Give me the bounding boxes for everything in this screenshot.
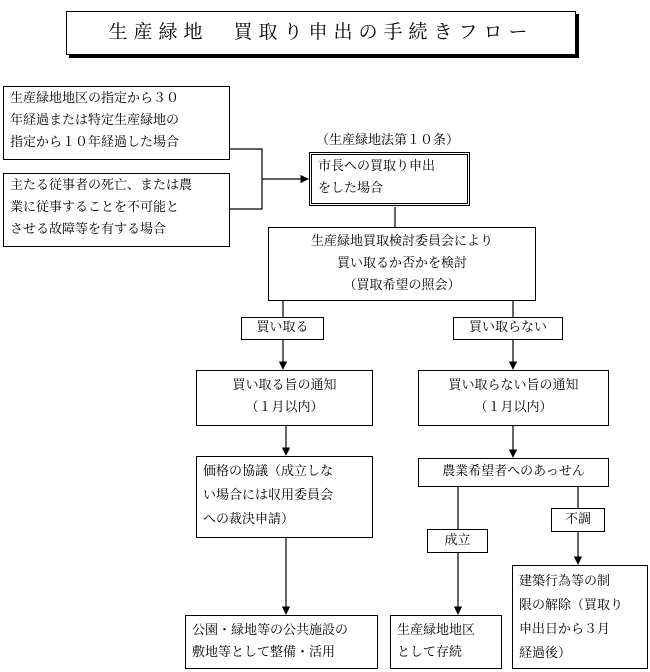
flow-title: 生産緑地 買取り申出の手続きフロー — [66, 11, 576, 55]
release-line-3: 申出日から３月 — [519, 622, 611, 637]
committee-line-2: 買い取るか否かを検討 — [336, 256, 467, 271]
condition-a-line-3: 指定から１０年経過した場合 — [10, 135, 180, 150]
release-line-2: 限の解除（買取り — [519, 598, 624, 613]
request-box — [309, 152, 470, 206]
line-condition-b — [230, 179, 262, 209]
line-condition-a — [230, 149, 262, 179]
release-box — [512, 565, 648, 669]
remain-line-2: として存続 — [397, 645, 463, 660]
condition-b-line-3: させる故障等を有する場合 — [10, 222, 167, 237]
price-line-2: い場合には収用委員会 — [203, 488, 334, 503]
committee-box — [268, 227, 536, 301]
condition-b-line-1: 主たる従事者の死亡、または農 — [10, 178, 193, 193]
condition-a-line-1: 生産緑地地区の指定から３０ — [10, 91, 180, 106]
price-box — [196, 456, 373, 538]
condition-b-line-2: 業に従事することを不可能と — [10, 200, 180, 215]
branch-success-label: 成立 — [427, 529, 488, 553]
public-facility-line-2: 敷地等として整備・活用 — [192, 645, 336, 660]
branch-buy-label: 買い取る — [241, 317, 324, 340]
mediation-box: 農業希望者へのあっせん — [418, 458, 609, 487]
condition-a-box — [3, 86, 230, 160]
condition-b-box — [3, 173, 230, 247]
remain-line-1: 生産緑地地区 — [397, 623, 476, 638]
law-note: （生産緑地法第１０条） — [316, 133, 460, 148]
notice-buy-line-2: （１月以内） — [245, 400, 324, 415]
notice-buy-box — [196, 370, 373, 426]
notice-buy-line-1: 買い取る旨の通知 — [232, 378, 337, 393]
price-line-3: への裁決申請） — [203, 512, 295, 527]
branch-not-buy-label: 買い取らない — [453, 317, 563, 340]
committee-line-1: 生産緑地買取検討委員会により — [310, 234, 493, 249]
release-line-4: 経過後） — [519, 646, 572, 661]
request-line-1: 市長への買取り申出 — [318, 159, 436, 174]
request-line-2: をした場合 — [318, 181, 384, 196]
notice-not-buy-line-2: （１月以内） — [474, 400, 553, 415]
release-line-1: 建築行為等の制 — [519, 574, 611, 589]
condition-a-line-2: 年経過または特定生産緑地の — [10, 113, 180, 128]
remain-box — [390, 615, 502, 669]
price-line-1: 価格の協議（成立しな — [203, 464, 334, 479]
notice-not-buy-box — [418, 370, 609, 426]
branch-fail-label: 不調 — [551, 508, 605, 532]
committee-line-3: （買取希望の照会） — [343, 278, 461, 293]
public-facility-line-1: 公園・緑地等の公共施設の — [192, 623, 349, 638]
public-facility-box — [185, 615, 378, 669]
notice-not-buy-line-1: 買い取らない旨の通知 — [448, 378, 579, 393]
